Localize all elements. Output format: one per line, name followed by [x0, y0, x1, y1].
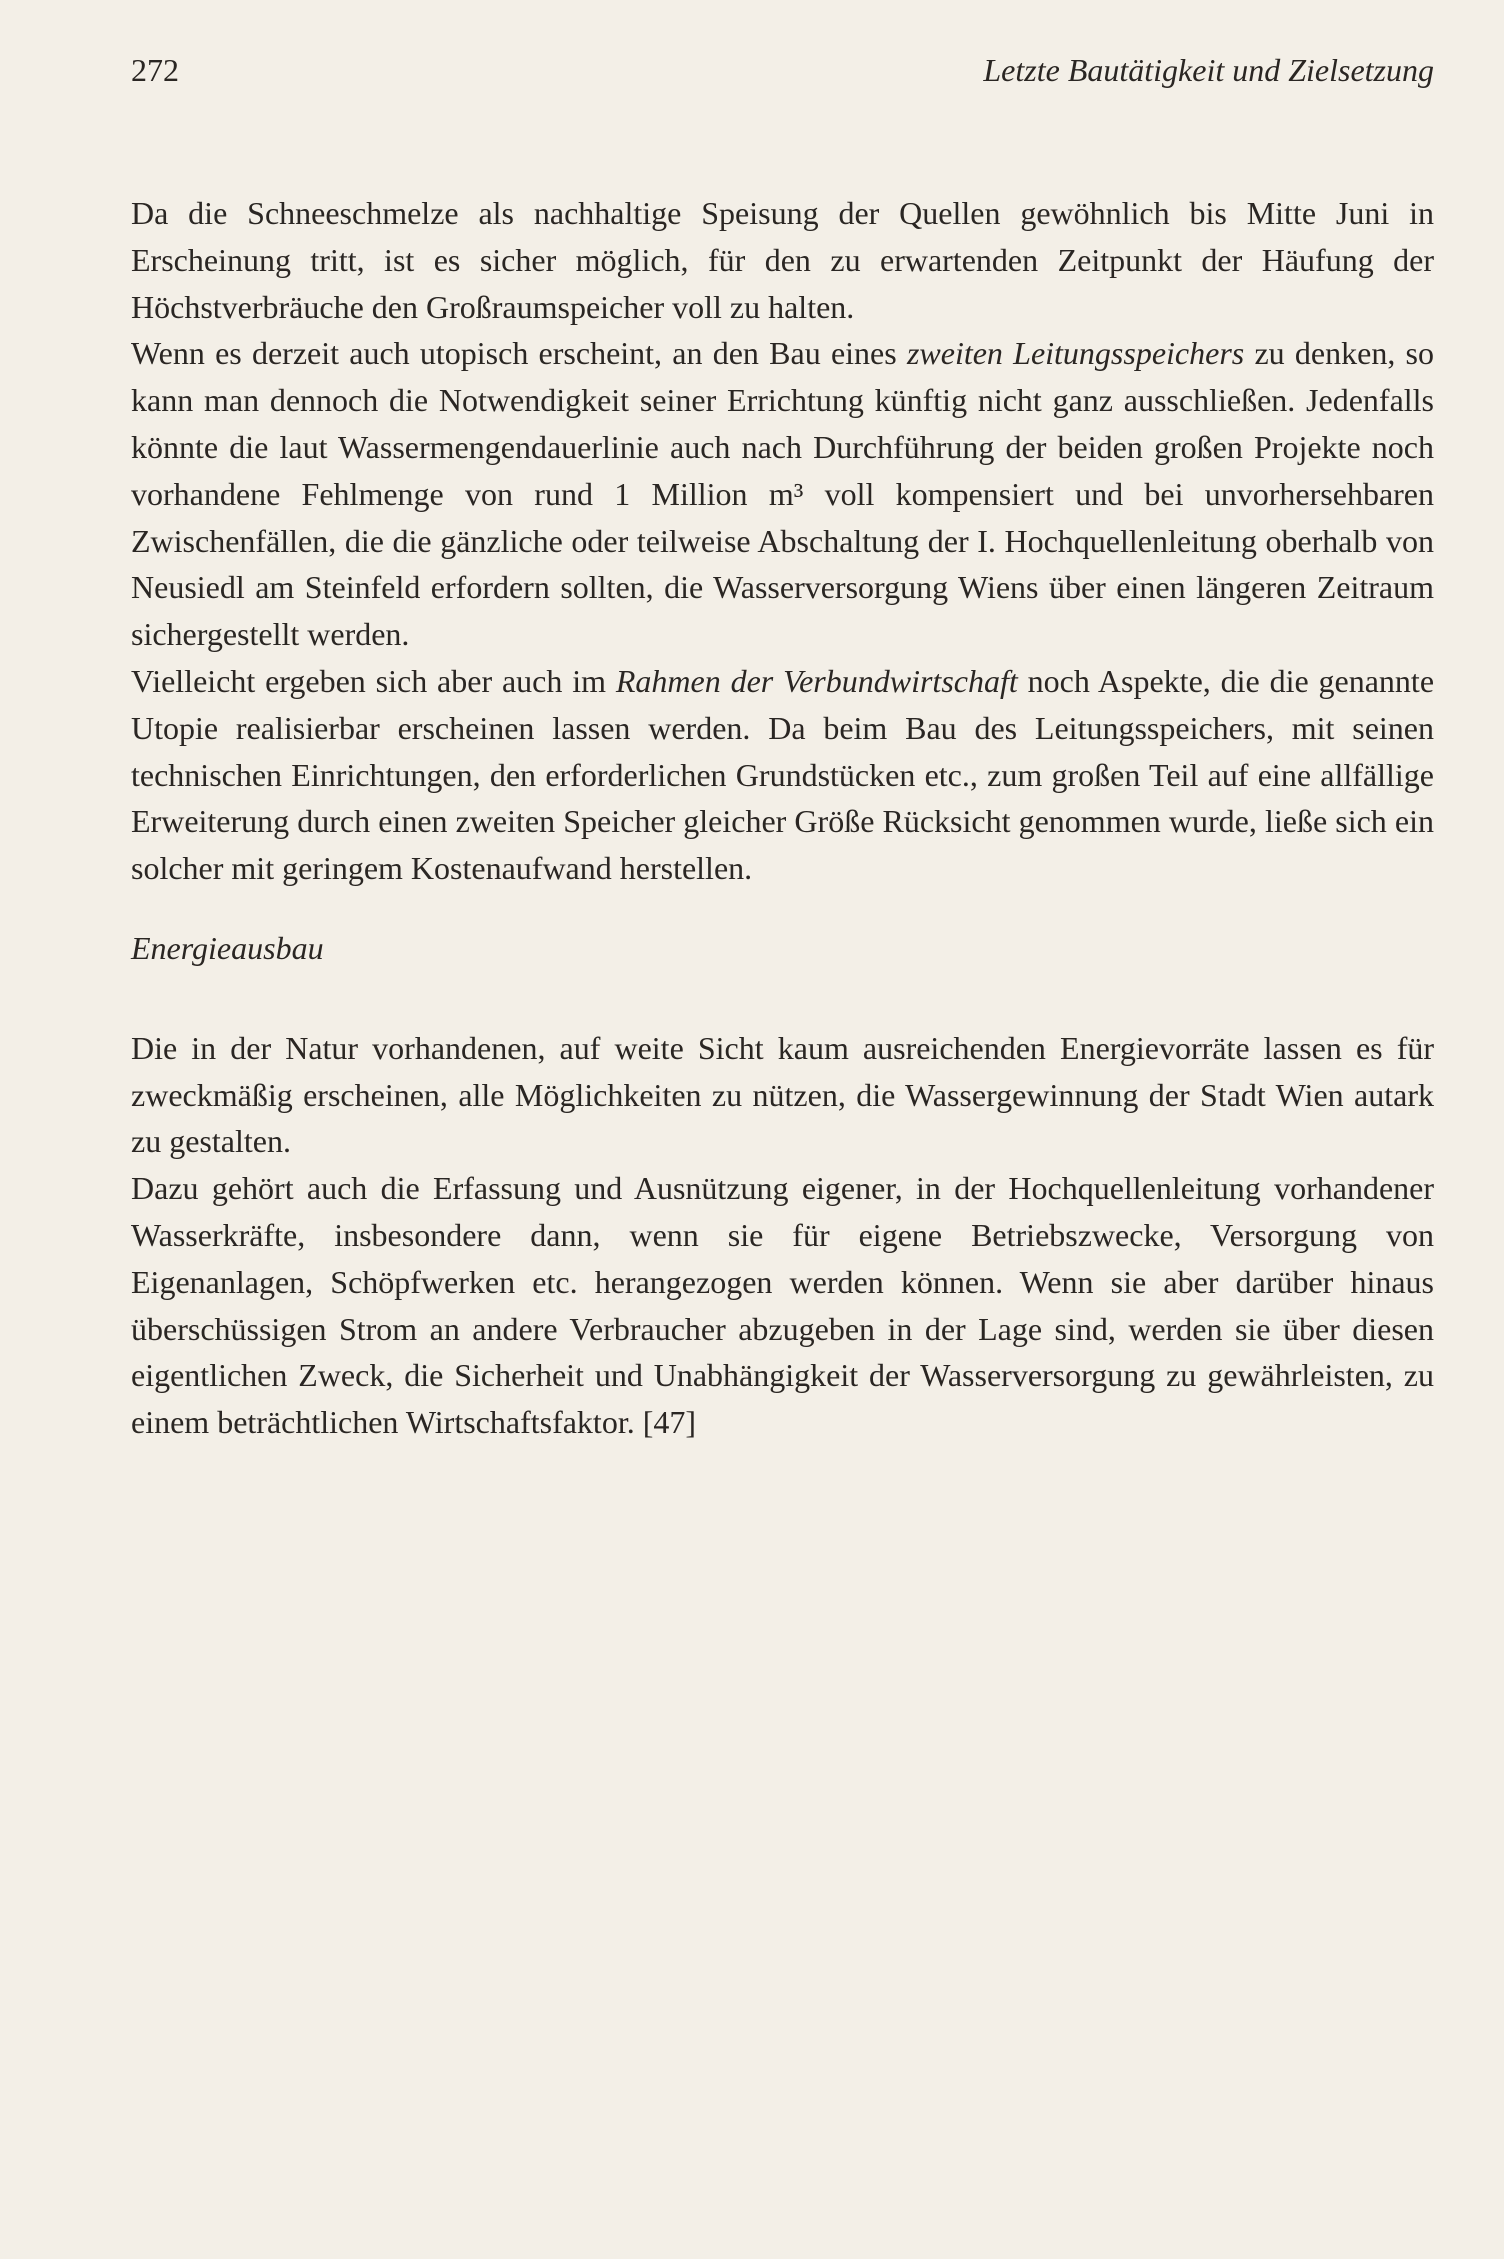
- paragraph-second-storage: [131, 330, 1434, 658]
- paragraph-energy-reserves: Die in der Natur vorhandenen, auf weite Sicht kaum ausreichenden Energievorräte lassen es für zweckmäßig erscheinen, alle Möglichkeiten zu nützen, die Wassergewinnung der Stadt Wien autark zu gestalten.: [131, 1029, 1434, 1160]
- section-heading: Energieausbau: [131, 929, 324, 966]
- body-text: [131, 190, 1434, 1446]
- emphasis-term: Rahmen der Verbundwirtschaft: [615, 662, 1018, 699]
- paragraph-text-rest: noch Aspekte, die die genannte Utopie realisierbar erscheinen lassen werden. Da beim Bau des Leitungsspeichers, mit seinen technischen Einrichtungen, den erforderlichen Grundstücken etc., zum großen Teil auf eine allfällige Erweiterung durch einen zweiten Speicher gleicher Größe Rücksicht genommen wurde, ließe sich ein solcher mit geringem Kostenaufwand herstellen.: [131, 662, 1435, 887]
- page-number: 272: [131, 52, 179, 88]
- emphasis-term: zweiten Leitungsspeichers: [906, 335, 1245, 372]
- page-header: [131, 52, 1434, 102]
- paragraph-snowmelt: Da die Schneeschmelze als nachhaltige Speisung der Quellen gewöhnlich bis Mitte Juni in Erscheinung tritt, ist es sicher möglich, für den zu erwartenden Zeitpunkt der Häufung der Höchstverbräuche den Großraumspeicher voll zu halten.: [131, 195, 1434, 325]
- running-title: Letzte Bautätigkeit und Zielsetzung: [983, 52, 1434, 88]
- paragraph-text-start: Vielleicht ergeben sich aber auch im: [131, 662, 616, 699]
- paragraph-hydropower: Dazu gehört auch die Erfassung und Ausnützung eigener, in der Hochquellenleitung vorhandener Wasserkräfte, insbesondere dann, wenn sie für eigene Betriebszwecke, Versorgung von Eigenanlagen, Schöpfwerken etc. herangezogen werden können. Wenn sie aber darüber hinaus überschüssigen Strom an andere Verbraucher abzugeben in der Lage sind, werden sie über diesen eigentlichen Zweck, die Sicherheit und Unabhängigkeit der Wasserversorgung zu gewährleisten, zu einem beträchtlichen Wirtschaftsfaktor. [47]: [131, 1170, 1434, 1441]
- paragraph-text-rest: zu denken, so kann man dennoch die Notwendigkeit seiner Errichtung künftig nicht ganz ausschließen. Jedenfalls könnte die laut Wassermengendauerlinie auch nach Durchführung der beiden großen Projekte noch vorhandene Fehlmenge von rund 1 Million m³ voll kompensiert und bei unvorhersehbaren Zwischenfällen, die die gänzliche oder teilweise Abschaltung der I. Hochquellenleitung oberhalb von Neusiedl am Steinfeld erfordern sollten, die Wasserversorgung Wiens über einen längeren Zeitraum sichergestellt werden.: [131, 335, 1435, 653]
- paragraph-network-economy: [131, 658, 1434, 892]
- paragraph-text-start: Wenn es derzeit auch utopisch erscheint, an den Bau eines: [131, 335, 907, 372]
